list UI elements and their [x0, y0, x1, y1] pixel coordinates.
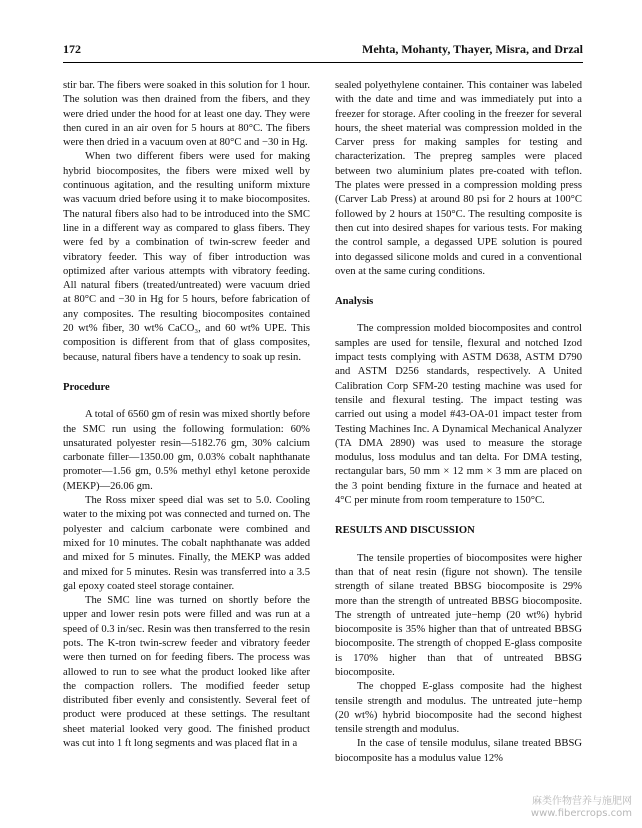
- running-head-authors: Mehta, Mohanty, Thayer, Misra, and Drzal: [362, 42, 583, 56]
- heading-procedure: Procedure: [63, 381, 110, 393]
- paragraph-storage-molding: sealed polyethylene container. This container was labeled with the date and time and was immediately put into a freezer for storage. After cooling in the freezer for several hours, the sheet material was compression molded in the Carver press for making samples for testing and characterization. The prepreg samples were placed between two aluminium plates pre-coated with teflon. The plates were pressed in a compression molding press (Carver Lab Press) at around 80 psi for 2 hours at 100°C followed by 2 hours at 150°C. The resulting composite is then cut into desired shapes for various tests. For making the control sample, a degassed UPE solution is poured into degassed silicone molds and cured in a conventional oven at the same curing conditions.: [335, 80, 582, 277]
- right-column: [335, 79, 582, 766]
- running-header: [63, 42, 583, 60]
- paragraph-tensile-properties: The tensile properties of biocomposites were higher than that of neat resin (figure not shown). The tensile strength of silane treated BBSG biocomposite is 29% more than the strength of untreated BBSG biocomposite. The strength of untreated jute−hemp (20 wt%) hybrid biocomposite is 35% higher than that of untreated BBSG biocomposite. The strength of chopped E-glass composite is 170% higher than that of untreated BBSG biocomposite.: [335, 552, 582, 678]
- paragraph-mixing: The Ross mixer speed dial was set to 5.0. Cooling water to the mixing pot was connected and turned on. The polyester and calcium carbonate were combined and mixed for 10 minutes. The cobalt naphthanate was added and mixed for 5 minutes. Finally, the MEKP was added and mixed for 5 minutes. Resin was transferred into a 3.5 gal epoxy coated steel storage container.: [63, 495, 310, 592]
- paragraph-analysis-methods: The compression molded biocomposites and control samples are used for tensile, flexural and notched Izod impact tests complying with ASTM D638, ASTM D790 and ASTM D256 standards, respectively. A United Calibration Corp SFM-20 testing machine was used for tensile and flexural testing. The impact testing was carried out using a model #43-OA-01 impact tester from Testing Machines Inc. A Dynamical Mechanical Analyzer (TA DMA 2890) was used to measure the storage modulus, loss modulus and tan delta. For DMA testing, rectangular bars, 50 mm × 12 mm × 3 mm are placed on the 3 point bending fixture in the furnace and heated at 4°C per minute from room temperature to 150°C.: [335, 323, 582, 507]
- paragraph-chopped-eglass: The chopped E-glass composite had the highest tensile strength and modulus. The untreated jute−hemp (20 wt%) hybrid biocomposite had the second highest tensile strength and modulus.: [335, 681, 582, 736]
- site-watermark: [512, 795, 632, 820]
- heading-analysis: Analysis: [335, 296, 374, 308]
- watermark-url: www.fibercrops.com: [530, 808, 632, 819]
- page-number: 172: [63, 42, 81, 56]
- paragraph-tensile-modulus: In the case of tensile modulus, silane treated BBSG biocomposite has a modulus value 12%: [335, 738, 582, 764]
- paragraph-fiber-treatment: stir bar. The fibers were soaked in this solution for 1 hour. The solution was then drained from the fibers, and they were dried under the hood for at least one day. They were then cured in an air oven for 5 hours at 80°C. The fibers were then dried in a vacuum oven at 80°C and −30 in Hg.: [63, 80, 310, 149]
- heading-results-and-discussion: RESULTS AND DISCUSSION: [335, 525, 475, 537]
- paragraph-hybrid-biocomposites: When two different fibers were used for making hybrid biocomposites, the fibers were mixed well by continuous agitation, and the resulting uniform mixture was vacuum dried before using it to make biocomposites. The natural fibers also had to be introduced into the SMC line in a different way as compared to glass fibers. They were fed by a combination of twin-screw feeder and vibratory feeder. This way of fiber introduction was optimized after various attempts with vibratory feeding. All natural fibers (treated/untreated) were vacuum dried at 80°C and −30 in Hg for 5 hours, before fabrication of any composites. The resulting biocomposites contained 20 wt% fiber, 30 wt% CaCO₃, and 60 wt% UPE. This composition is different from that of glass composites, because, natural fibers have a tendency to soak up resin.: [63, 151, 310, 363]
- watermark-site-name: 麻类作物营养与施肥网: [532, 796, 632, 807]
- paragraph-smc-line: The SMC line was turned on shortly before the upper and lower resin pots were filled and was run at a speed of 0.3 in/sec. Resin was then transferred to the resin pots. The K-tron twin-screw feeder and vibratory feeder were then turned on for feeding fibers. The process was allowed to run to see what the product looked like after the compaction rollers. The modified feeder setup distributed fiber evenly and consistently. Several feet of product were produced at these settings. The resultant sheet material looked very good. The finished product was cut into 1 ft long segments and was placed flat in a: [63, 595, 310, 750]
- header-rule: [63, 62, 583, 63]
- paragraph-resin-formulation: A total of 6560 gm of resin was mixed shortly before the SMC run using the following formulation: 60% unsaturated polyester resin—5182.76 gm, 30% calcium carbonate filler—1350.00 gm, 0.03% cobalt naphthanate promoter—1.56 gm, 0.5% methyl ethyl ketone peroxide (MEKP)—26.06 gm.: [63, 409, 310, 492]
- left-column: [63, 79, 310, 751]
